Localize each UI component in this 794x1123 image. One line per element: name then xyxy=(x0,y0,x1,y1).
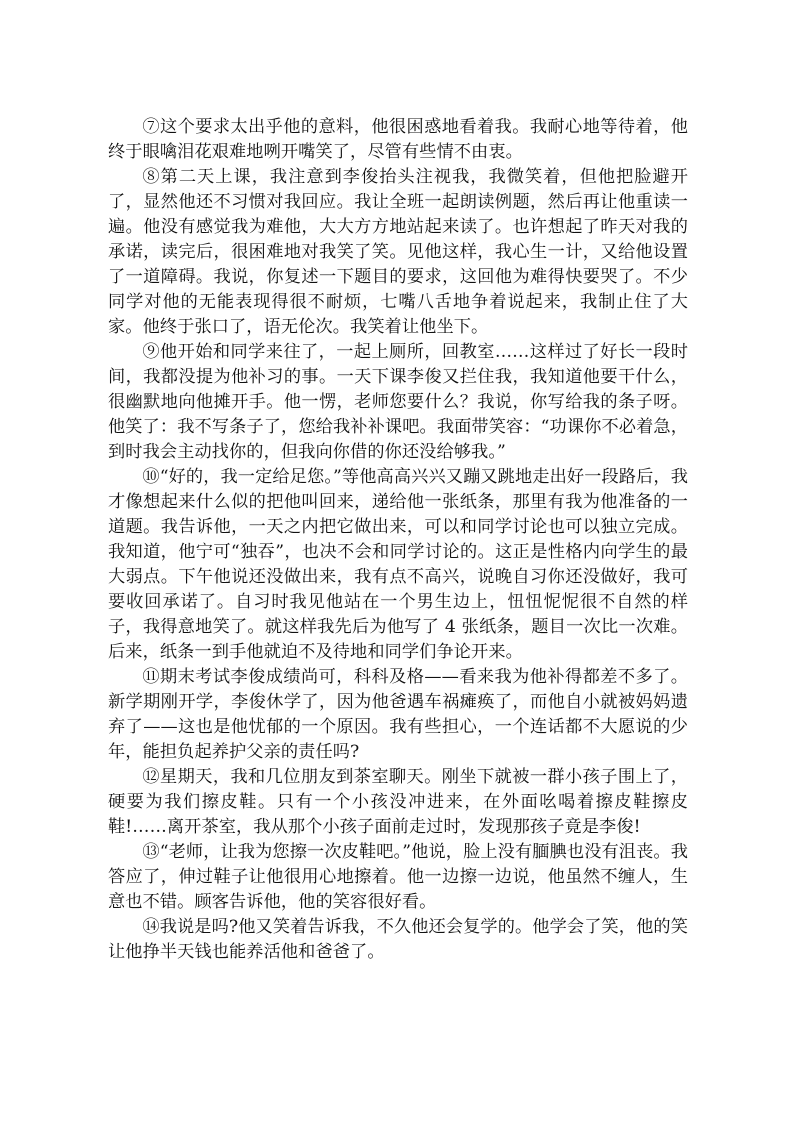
paragraph-12: ⑫星期天，我和几位朋友到茶室聊天。刚坐下就被一群小孩子围上了，硬要为我们擦皮鞋。只有一个小孩没冲进来，在外面吆喝着擦皮鞋擦皮鞋!……离开茶室，我从那个小孩子面前走过时，发现那孩子竟是李俊! xyxy=(108,767,688,837)
paragraph-14: ⑭我说是吗?他又笑着告诉我，不久他还会复学的。他学会了笑，他的笑让他挣半天钱也能养活他和爸爸了。 xyxy=(108,917,688,962)
paragraph-13: ⑬“老师，让我为您擦一次皮鞋吧。”他说，脸上没有腼腆也没有沮丧。我答应了，伸过鞋子让他很用心地擦着。他一边擦一边说，他虽然不缠人，生意也不错。顾客告诉他，他的笑容很好看。 xyxy=(108,842,688,912)
paragraph-10: ⑩“好的，我一定给足您。”等他高高兴兴又蹦又跳地走出好一段路后，我才像想起来什么似的把他叫回来，递给他一张纸条，那里有我为他准备的一道题。我告诉他，一天之内把它做出来，可以和同学讨论也可以独立完成。我知道，他宁可“独吞”，也决不会和同学讨论的。这正是性格内向学生的最大弱点。下午他说还没做出来，我有点不高兴，说晚自习你还没做好，我可要收回承诺了。自习时我见他站在一个男生边上，忸忸怩怩很不自然的样子，我得意地笑了。就这样我先后为他写了 4 张纸条，题目一次比一次难。后来，纸条一到手他就迫不及待地和同学们争论开来。 xyxy=(108,467,688,662)
paragraph-11: ⑪期末考试李俊成绩尚可，科科及格——看来我为他补得都差不多了。新学期刚开学，李俊休学了，因为他爸遇车祸瘫痪了，而他自小就被妈妈遗弃了——这也是他忧郁的一个原因。我有些担心，一个连话都不大愿说的少年，能担负起养护父亲的责任吗? xyxy=(108,667,688,762)
paragraph-9: ⑨他开始和同学来往了，一起上厕所，回教室……这样过了好长一段时间，我都没提为他补习的事。一天下课李俊又拦住我，我知道他要干什么，很幽默地向他摊开手。他一愣，老师您要什么？我说，你写给我的条子呀。他笑了：我不写条子了，您给我补补课吧。我面带笑容：“功课你不必着急，到时我会主动找你的，但我向你借的你还没给够我。” xyxy=(108,342,688,462)
document-body xyxy=(108,115,688,965)
paragraph-7: ⑦这个要求太出乎他的意料，他很困惑地看着我。我耐心地等待着，他终于眼噙泪花艰难地咧开嘴笑了，尽管有些情不由衷。 xyxy=(108,117,688,162)
paragraph-8: ⑧第二天上课，我注意到李俊抬头注视我，我微笑着，但他把脸避开了，显然他还不习惯对我回应。我让全班一起朗读例题，然后再让他重读一遍。他没有感觉我为难他，大大方方地站起来读了。也许想起了昨天对我的承诺，读完后，很困难地对我笑了笑。见他这样，我心生一计，又给他设置了一道障碍。我说，你复述一下题目的要求，这回他为难得快要哭了。不少同学对他的无能表现得很不耐烦，七嘴八舌地争着说起来，我制止住了大家。他终于张口了，语无伦次。我笑着让他坐下。 xyxy=(108,167,688,337)
